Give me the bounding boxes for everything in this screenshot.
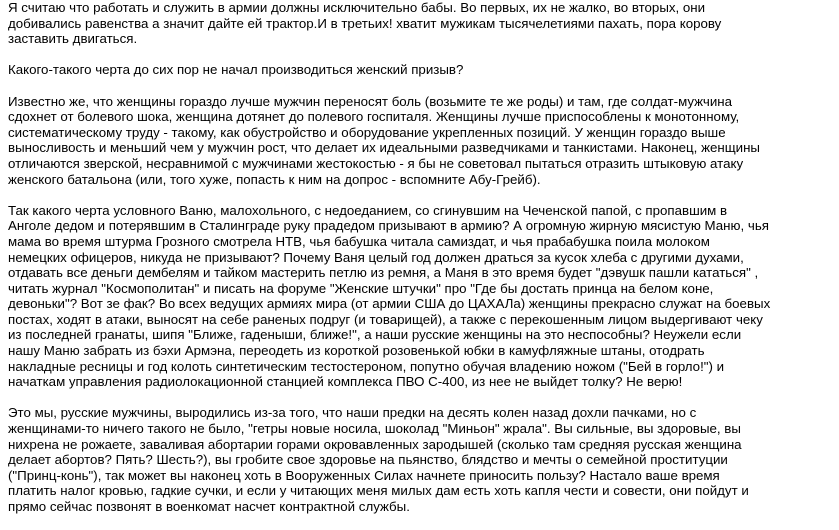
paragraph <box>8 0 839 47</box>
paragraph <box>8 405 839 514</box>
paragraph <box>8 203 839 390</box>
text-line: прямо сейчас позвонят в военкомат насчет контрактной службы. <box>8 499 410 514</box>
text-line: читать журнал "Космополитан" и писать на форуме "Женские штучки" про "Где бы достать принца на белом коне, <box>8 280 714 296</box>
text-line: женщинами-то ничего такого не было, "гетры новые носила, шоколад "Миньон" жрала". Вы сильные, вы здоровые, вы <box>8 421 741 437</box>
text-line: немецких офицеров, никуда не призывают? Почему Ваня целый год должен драться за кусок хлеба с другими духами, <box>8 249 744 265</box>
text-line: женского батальона (или, того хуже, попасть к ним на допрос - вспомните Абу-Грейб). <box>8 171 541 187</box>
text-line: нашу Маню забрать из бэхи Армэна, переодеть из короткой розовенькой юбки в камуфляжные штаны, отодрать <box>8 343 705 359</box>
text-line: добивались равенства а значит дайте ей трактор.И в третьих! хватит мужикам тысячелетиями пахать, пора корову <box>8 15 722 31</box>
text-line: Это мы, русские мужчины, выродились из-за того, что наши предки на десять колен назад дохли пачками, но с <box>8 405 697 421</box>
text-line: ("Принц-конь"), так может вы наконец хоть в Вооруженных Силах начнете приносить пользу? Настало ваше время <box>8 467 720 483</box>
article-body <box>8 0 839 530</box>
text-line: систематическому труду - такому, как обустройство и оборудование укрепленных позиций. У женщин гораздо выше <box>8 124 726 140</box>
text-line: отличаются зверской, несравнимой с мужчинами жестокостью - я бы не советовал пытаться отразить штыковую атаку <box>8 155 744 171</box>
text-line: мама во время штурма Грозного смотрела НТВ, чья бабушка читала самиздат, и чья прабабушка поила молоком <box>8 233 710 249</box>
text-line: выносливость и меньший чем у мужчин рост, что делает их идеальными разведчиками и танкистами. Наконец, женщины <box>8 140 760 156</box>
text-line: начаткам управления радиолокационной станцией комплекса ПВО С-400, из нее не выйдет толку? Не верю! <box>8 374 683 390</box>
text-line: делает абортов? Пять? Шесть?), вы гробите свое здоровье на пьянство, блядство и мечты о семейной проституции <box>8 452 728 468</box>
text-line: Я считаю что работать и служить в армии должны исключительно бабы. Во первых, их не жалко, во вторых, они <box>8 0 706 15</box>
text-line: Известно же, что женщины гораздо лучше мужчин переносят боль (возьмите те же роды) и там, где солдат-мужчина <box>8 93 733 109</box>
text-line: постах, ходят в атаки, выносят на себе раненых подруг (и товарищей), а также с перекошенным лицом выдергивают чеку <box>8 311 763 327</box>
paragraph <box>8 62 839 78</box>
text-line: отдавать все деньги дембелям и тайком мастерить петлю из ремня, а Маня в это время будет "дэвушк пашли кататься" , <box>8 265 759 281</box>
text-line: накладные ресницы и год колоть синтетическим тестостероном, попутно обучая владению ножом ("Бей в горло!") и <box>8 358 725 374</box>
text-line: сдохнет от болевого шока, женщина дотянет до полевого госпиталя. Женщины лучше приспособлены к монотонному, <box>8 109 740 125</box>
paragraph <box>8 94 839 188</box>
text-line: девоньки"? Вот зе фак? Во всех ведущих армиях мира (от армии США до ЦАХАЛа) женщины прекрасно служат на боевых <box>8 296 771 312</box>
text-line: из последней гранаты, шипя "Ближе, гаденыши, ближе!", а наши русские женщины на это неспособны? Неужели если <box>8 327 742 343</box>
text-line: платить налог кровью, гадкие сучки, и если у читающих меня милых дам есть хоть капля чести и совести, они пойдут и <box>8 483 749 499</box>
text-line: Анголе дедом и потерявшим в Сталинграде руку прадедом призывают в армию? А огромную жирную мясистую Маню, чья <box>8 218 769 234</box>
text-line: Какого-такого черта до сих пор не начал производиться женский призыв? <box>8 62 464 78</box>
text-line: нихрена не рожаете, заваливая абортарии горами окровавленных зародышей (сколько там средняя русская женщина <box>8 436 742 452</box>
text-line: Так какого черта условного Ваню, малохольного, с недоеданием, со сгинувшим на Чеченской папой, с пропавшим в <box>8 202 728 218</box>
text-line: заставить двигаться. <box>8 31 138 47</box>
